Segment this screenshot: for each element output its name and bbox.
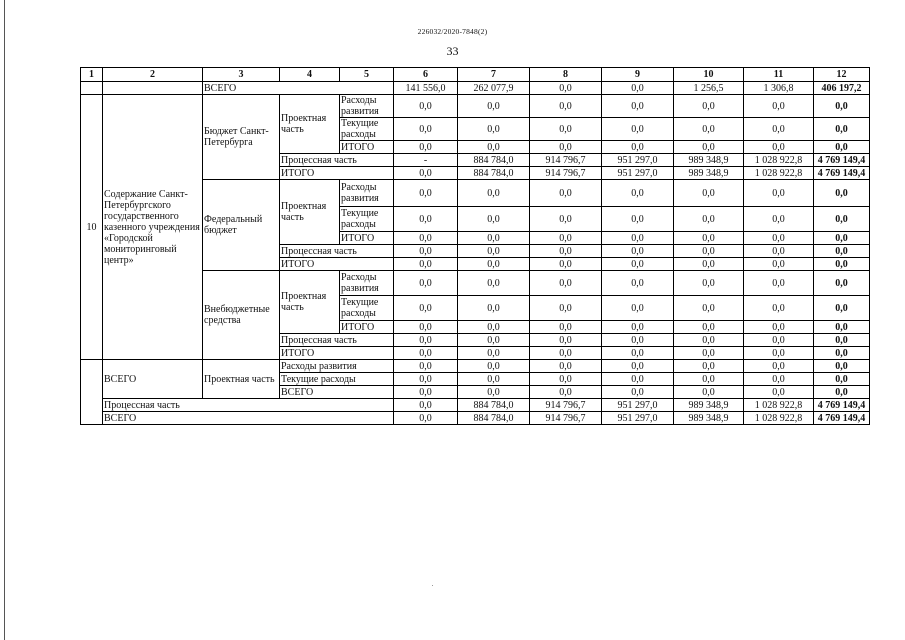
dev-costs-label: Расходы развития xyxy=(340,180,394,207)
value-cell: 989 348,9 xyxy=(674,167,744,180)
value-cell: 0,0 xyxy=(744,95,814,118)
document-id: 226032/2020-7848(2) xyxy=(417,27,488,36)
value-cell: 914 796,7 xyxy=(530,399,602,412)
value-cell: 1 028 922,8 xyxy=(744,167,814,180)
grand-total-label: ВСЕГО xyxy=(103,412,394,425)
project-total-label: ВСЕГО xyxy=(280,386,394,399)
value-cell: 1 306,8 xyxy=(744,82,814,95)
column-header: 12 xyxy=(814,68,870,82)
value-cell: 914 796,7 xyxy=(530,167,602,180)
value-cell: 406 197,2 xyxy=(814,82,870,95)
value-cell: 0,0 xyxy=(458,118,530,141)
itogo-label: ИТОГО xyxy=(340,321,394,334)
dev-costs-label: Расходы развития xyxy=(280,360,394,373)
top-total-label: ВСЕГО xyxy=(203,82,394,95)
value-cell: 0,0 xyxy=(674,207,744,232)
value-cell: 0,0 xyxy=(744,347,814,360)
value-cell: 0,0 xyxy=(674,296,744,321)
value-cell: 0,0 xyxy=(744,207,814,232)
value-cell: 0,0 xyxy=(744,321,814,334)
value-cell: 0,0 xyxy=(394,360,458,373)
value-cell: 0,0 xyxy=(814,207,870,232)
value-cell: 989 348,9 xyxy=(674,399,744,412)
top-total-row xyxy=(81,82,870,95)
value-cell: 0,0 xyxy=(458,386,530,399)
value-cell: 0,0 xyxy=(674,321,744,334)
dev-costs-label: Расходы развития xyxy=(340,271,394,296)
value-cell: 0,0 xyxy=(394,386,458,399)
value-cell: 0,0 xyxy=(394,167,458,180)
value-cell: 0,0 xyxy=(458,207,530,232)
itogo-label: ИТОГО xyxy=(280,347,394,360)
value-cell: 0,0 xyxy=(530,373,602,386)
value-cell: 0,0 xyxy=(530,296,602,321)
value-cell: 0,0 xyxy=(394,180,458,207)
value-cell: 0,0 xyxy=(814,258,870,271)
value-cell: 0,0 xyxy=(674,245,744,258)
value-cell: 0,0 xyxy=(744,271,814,296)
value-cell: 0,0 xyxy=(394,258,458,271)
process-part-label: Процессная часть xyxy=(280,334,394,347)
current-costs-label: Текущие расходы xyxy=(280,373,394,386)
value-cell: 0,0 xyxy=(674,258,744,271)
value-cell: 951 297,0 xyxy=(602,412,674,425)
value-cell: 0,0 xyxy=(530,207,602,232)
value-cell: 0,0 xyxy=(530,82,602,95)
budget-table xyxy=(80,67,870,425)
summary-total-label: ВСЕГО xyxy=(103,360,203,399)
table-body xyxy=(81,68,870,425)
current-costs-label: Текущие расходы xyxy=(340,296,394,321)
value-cell: 0,0 xyxy=(744,334,814,347)
value-cell: 0,0 xyxy=(744,232,814,245)
value-cell: 0,0 xyxy=(744,245,814,258)
value-cell: 0,0 xyxy=(394,207,458,232)
value-cell: 0,0 xyxy=(674,334,744,347)
source-name: Бюджет Санкт-Петербурга xyxy=(203,95,280,180)
empty-cell xyxy=(81,360,103,425)
value-cell: 1 028 922,8 xyxy=(744,154,814,167)
value-cell: 0,0 xyxy=(744,141,814,154)
value-cell: 0,0 xyxy=(674,386,744,399)
value-cell: 0,0 xyxy=(458,321,530,334)
scan-edge-line xyxy=(4,0,5,640)
column-header: 7 xyxy=(458,68,530,82)
project-part-label: Проектная часть xyxy=(280,95,340,154)
value-cell: 0,0 xyxy=(744,386,814,399)
value-cell: 884 784,0 xyxy=(458,154,530,167)
value-cell: - xyxy=(394,154,458,167)
value-cell: 0,0 xyxy=(814,321,870,334)
item-name-cell: Содержание Санкт-Петербургского государственного казенного учреждения «Городской мониторинговый центр» xyxy=(103,95,203,360)
value-cell: 262 077,9 xyxy=(458,82,530,95)
value-cell: 0,0 xyxy=(744,373,814,386)
value-cell: 0,0 xyxy=(530,347,602,360)
value-cell: 0,0 xyxy=(602,180,674,207)
value-cell: 0,0 xyxy=(530,386,602,399)
value-cell: 0,0 xyxy=(530,141,602,154)
value-cell: 0,0 xyxy=(394,271,458,296)
value-cell: 0,0 xyxy=(394,95,458,118)
value-cell: 951 297,0 xyxy=(602,399,674,412)
value-cell: 0,0 xyxy=(530,245,602,258)
project-part-label: Проектная часть xyxy=(280,271,340,334)
value-cell: 914 796,7 xyxy=(530,412,602,425)
value-cell: 0,0 xyxy=(394,412,458,425)
value-cell: 884 784,0 xyxy=(458,399,530,412)
value-cell: 0,0 xyxy=(530,232,602,245)
process-part-label: Процессная часть xyxy=(280,154,394,167)
value-cell: 0,0 xyxy=(814,232,870,245)
value-cell: 0,0 xyxy=(530,258,602,271)
source-name: Федеральный бюджет xyxy=(203,180,280,271)
value-cell: 989 348,9 xyxy=(674,154,744,167)
value-cell: 0,0 xyxy=(602,271,674,296)
column-header: 8 xyxy=(530,68,602,82)
column-header: 9 xyxy=(602,68,674,82)
page-number: 33 xyxy=(446,44,459,58)
column-header: 5 xyxy=(340,68,394,82)
value-cell: 0,0 xyxy=(530,360,602,373)
value-cell: 0,0 xyxy=(458,334,530,347)
value-cell: 884 784,0 xyxy=(458,412,530,425)
value-cell: 4 769 149,4 xyxy=(814,399,870,412)
column-header: 3 xyxy=(203,68,280,82)
value-cell: 0,0 xyxy=(602,232,674,245)
value-cell: 0,0 xyxy=(674,373,744,386)
value-cell: 0,0 xyxy=(674,180,744,207)
column-header: 6 xyxy=(394,68,458,82)
value-cell: 0,0 xyxy=(530,95,602,118)
value-cell: 0,0 xyxy=(602,321,674,334)
value-cell: 0,0 xyxy=(814,271,870,296)
summary-grand-row xyxy=(81,412,870,425)
value-cell: 0,0 xyxy=(530,118,602,141)
value-cell: 0,0 xyxy=(814,373,870,386)
value-cell: 1 256,5 xyxy=(674,82,744,95)
value-cell: 0,0 xyxy=(394,347,458,360)
value-cell: 0,0 xyxy=(814,347,870,360)
value-cell: 0,0 xyxy=(602,386,674,399)
value-cell: 0,0 xyxy=(814,386,870,399)
value-cell: 0,0 xyxy=(744,296,814,321)
summary-dev-row xyxy=(81,360,870,373)
value-cell: 0,0 xyxy=(674,271,744,296)
value-cell: 0,0 xyxy=(674,118,744,141)
value-cell: 0,0 xyxy=(602,141,674,154)
process-part-label: Процессная часть xyxy=(280,245,394,258)
value-cell: 0,0 xyxy=(602,95,674,118)
value-cell: 0,0 xyxy=(458,245,530,258)
column-header: 2 xyxy=(103,68,203,82)
value-cell: 0,0 xyxy=(602,360,674,373)
value-cell: 0,0 xyxy=(458,373,530,386)
value-cell: 4 769 149,4 xyxy=(814,412,870,425)
value-cell: 0,0 xyxy=(530,271,602,296)
value-cell: 4 769 149,4 xyxy=(814,154,870,167)
value-cell: 4 769 149,4 xyxy=(814,167,870,180)
value-cell: 0,0 xyxy=(814,95,870,118)
value-cell: 951 297,0 xyxy=(602,167,674,180)
value-cell: 0,0 xyxy=(814,141,870,154)
current-costs-label: Текущие расходы xyxy=(340,118,394,141)
value-cell: 0,0 xyxy=(814,334,870,347)
column-header: 10 xyxy=(674,68,744,82)
value-cell: 0,0 xyxy=(394,232,458,245)
value-cell: 0,0 xyxy=(814,118,870,141)
value-cell: 0,0 xyxy=(814,180,870,207)
empty-cell xyxy=(103,82,203,95)
column-header: 4 xyxy=(280,68,340,82)
value-cell: 0,0 xyxy=(530,334,602,347)
scan-speck xyxy=(432,585,433,586)
itogo-label: ИТОГО xyxy=(280,167,394,180)
current-costs-label: Текущие расходы xyxy=(340,207,394,232)
value-cell: 0,0 xyxy=(458,296,530,321)
value-cell: 1 028 922,8 xyxy=(744,412,814,425)
value-cell: 1 028 922,8 xyxy=(744,399,814,412)
value-cell: 989 348,9 xyxy=(674,412,744,425)
value-cell: 0,0 xyxy=(458,258,530,271)
value-cell: 0,0 xyxy=(458,271,530,296)
value-cell: 0,0 xyxy=(394,118,458,141)
value-cell: 0,0 xyxy=(814,245,870,258)
source-dev-row xyxy=(81,95,870,118)
value-cell: 0,0 xyxy=(394,296,458,321)
value-cell: 914 796,7 xyxy=(530,154,602,167)
value-cell: 0,0 xyxy=(602,334,674,347)
value-cell: 0,0 xyxy=(674,141,744,154)
itogo-label: ИТОГО xyxy=(340,141,394,154)
value-cell: 0,0 xyxy=(530,180,602,207)
value-cell: 0,0 xyxy=(814,296,870,321)
value-cell: 0,0 xyxy=(394,399,458,412)
value-cell: 141 556,0 xyxy=(394,82,458,95)
value-cell: 0,0 xyxy=(602,118,674,141)
header-row xyxy=(81,68,870,82)
value-cell: 0,0 xyxy=(602,245,674,258)
value-cell: 0,0 xyxy=(814,360,870,373)
value-cell: 0,0 xyxy=(458,95,530,118)
value-cell: 0,0 xyxy=(744,180,814,207)
value-cell: 0,0 xyxy=(602,258,674,271)
value-cell: 0,0 xyxy=(602,207,674,232)
value-cell: 884 784,0 xyxy=(458,167,530,180)
value-cell: 0,0 xyxy=(602,373,674,386)
item-number-cell: 10 xyxy=(81,95,103,360)
source-name: Внебюджетные средства xyxy=(203,271,280,360)
value-cell: 0,0 xyxy=(602,296,674,321)
value-cell: 0,0 xyxy=(674,347,744,360)
value-cell: 0,0 xyxy=(394,334,458,347)
value-cell: 0,0 xyxy=(458,232,530,245)
empty-cell xyxy=(81,82,103,95)
summary-process-row xyxy=(81,399,870,412)
value-cell: 0,0 xyxy=(674,232,744,245)
value-cell: 0,0 xyxy=(674,360,744,373)
value-cell: 0,0 xyxy=(602,82,674,95)
value-cell: 0,0 xyxy=(458,360,530,373)
value-cell: 0,0 xyxy=(394,321,458,334)
itogo-label: ИТОГО xyxy=(340,232,394,245)
value-cell: 0,0 xyxy=(458,141,530,154)
itogo-label: ИТОГО xyxy=(280,258,394,271)
value-cell: 0,0 xyxy=(394,373,458,386)
value-cell: 0,0 xyxy=(744,258,814,271)
value-cell: 0,0 xyxy=(744,360,814,373)
project-part-label: Проектная часть xyxy=(203,360,280,399)
project-part-label: Проектная часть xyxy=(280,180,340,245)
column-header: 1 xyxy=(81,68,103,82)
value-cell: 0,0 xyxy=(458,180,530,207)
value-cell: 0,0 xyxy=(744,118,814,141)
value-cell: 951 297,0 xyxy=(602,154,674,167)
value-cell: 0,0 xyxy=(394,245,458,258)
dev-costs-label: Расходы развития xyxy=(340,95,394,118)
value-cell: 0,0 xyxy=(674,95,744,118)
process-part-label: Процессная часть xyxy=(103,399,394,412)
column-header: 11 xyxy=(744,68,814,82)
value-cell: 0,0 xyxy=(602,347,674,360)
value-cell: 0,0 xyxy=(394,141,458,154)
value-cell: 0,0 xyxy=(458,347,530,360)
value-cell: 0,0 xyxy=(530,321,602,334)
